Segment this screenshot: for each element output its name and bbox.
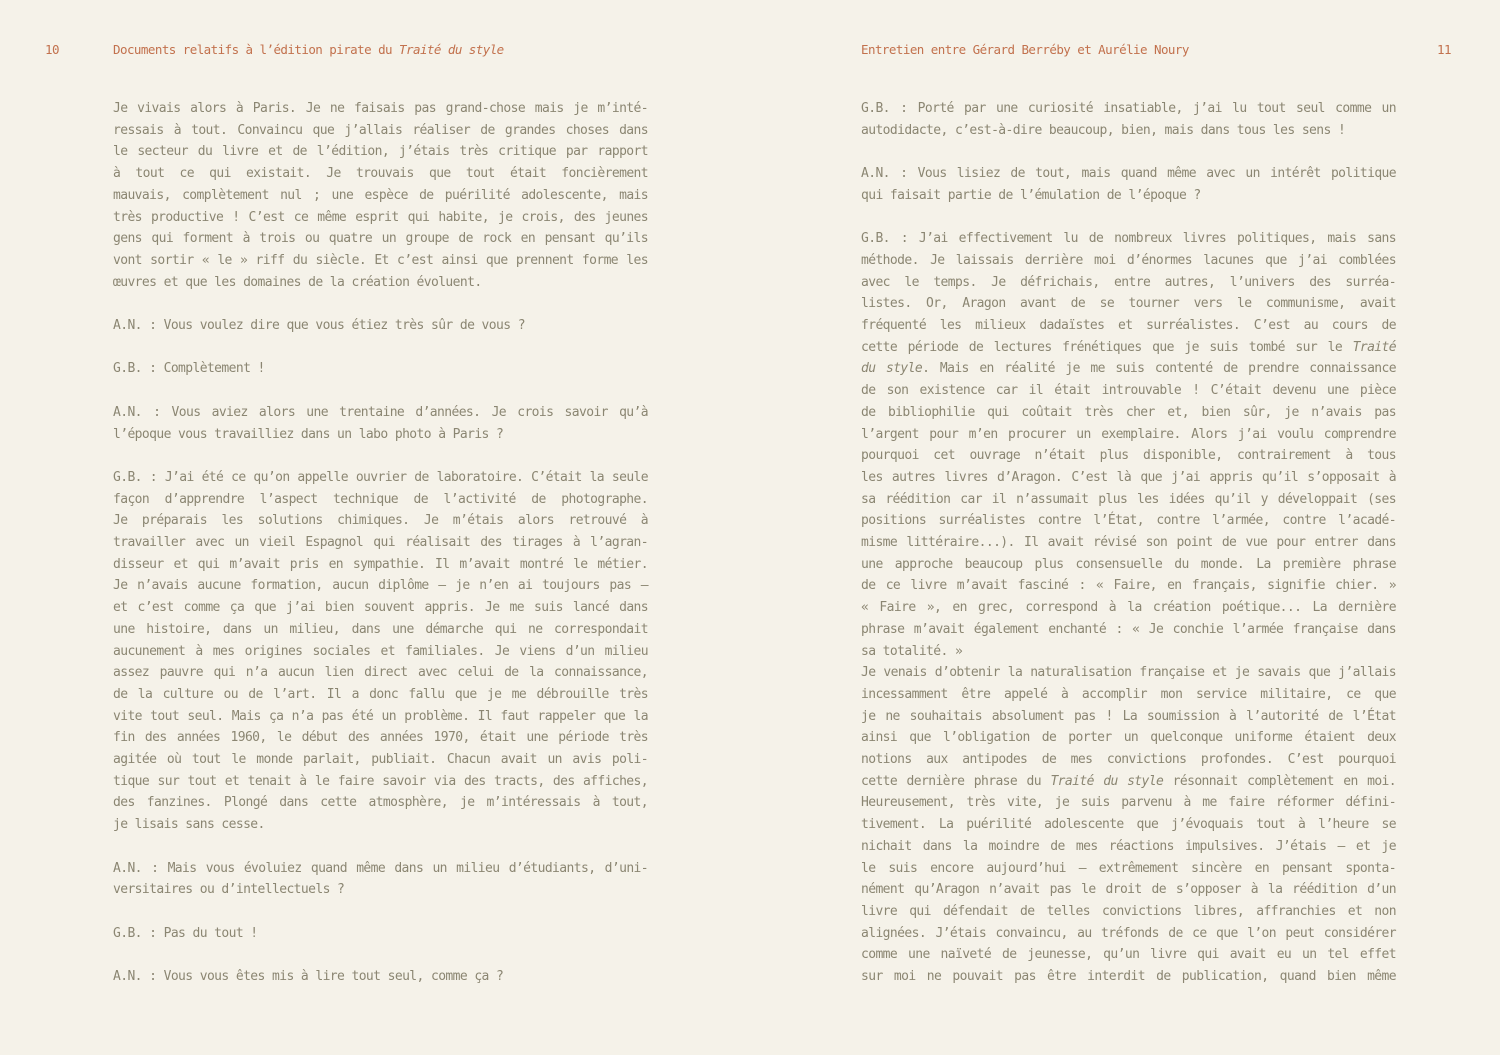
text-line: sa totalité. » [861, 643, 963, 659]
text-line: façon d’apprendre l’aspect technique de l’activité de photographe. [113, 491, 648, 507]
text-line: comme une naïveté de jeunesse, qu’un livre qui avait eu un tel effet [861, 947, 1396, 963]
text-line: A.N. : Vous vous êtes mis à lire tout seul, comme ça ? [113, 969, 504, 985]
page-number-left: 10 [45, 42, 59, 57]
text-line: de bibliophilie qui coûtait très cher et, bien sûr, je n’avais pas [861, 404, 1396, 420]
text-line: listes. Or, Aragon avant de se tourner vers le communisme, avait [861, 296, 1396, 312]
text-line: misme littéraire...). Il avait révisé son point de vue pour entrer dans [861, 535, 1396, 551]
text-line: phrase m’avait également enchanté : « Je conchie l’armée française dans [861, 621, 1396, 637]
paragraph [113, 923, 648, 945]
text-line: agitée où tout le monde parlait, publiait. Chacun avait un avis poli- [113, 752, 648, 768]
text-line: je lisais sans cesse. [113, 817, 265, 833]
text-line: G.B. : Porté par une curiosité insatiable, j’ai lu tout seul comme un [861, 101, 1396, 116]
text-line: disseur et qui m’avait pris en sympathie. Il m’avait montré le métier. [113, 556, 648, 572]
text-line: autodidacte, c’est-à-dire beaucoup, bien, mais dans tous les sens ! [861, 122, 1346, 138]
text-line: A.N. : Mais vous évoluiez quand même dans un milieu d’étudiants, d’uni- [113, 860, 648, 876]
text-line: versitaires ou d’intellectuels ? [113, 882, 345, 898]
text-line: Heureusement, très vite, je suis parvenu à me faire réformer défini- [861, 795, 1396, 811]
text-line: je ne souhaitais absolument pas ! La soumission à l’autorité de l’État [861, 708, 1396, 724]
text-line: aucunement à mes origines sociales et familiales. Je viens d’un milieu [113, 643, 648, 659]
text-line: alignées. J’étais convaincu, au tréfonds de ce que l’on peut considérer [861, 925, 1396, 941]
text-line: Je préparais les solutions chimiques. Je m’étais alors retrouvé à [113, 513, 648, 529]
paragraph [113, 402, 648, 445]
text-line: gens qui forment à trois ou quatre un groupe de rock en pensant qu’ils [113, 231, 648, 247]
text-line: G.B. : Complètement ! [113, 361, 265, 377]
text-line: tivement. La puérilité adolescente que j’évoquais tout à l’heure se [861, 817, 1396, 833]
text-line: des fanzines. Plongé dans cette atmosphère, je m’intéressais à tout, [113, 795, 648, 811]
text-line: l’argent pour m’en procurer un exemplaire. Alors j’ai voulu comprendre [861, 426, 1396, 442]
text-line: notions aux antipodes de mes convictions profondes. C’est pourquoi [861, 752, 1396, 768]
text-line: de ce livre m’avait fasciné : « Faire, en français, signifie chier. » [861, 578, 1396, 594]
text-line: l’époque vous travailliez dans un labo photo à Paris ? [113, 426, 504, 442]
text-line: Je n’avais aucune formation, aucun diplôme — je n’en ai toujours pas — [113, 578, 648, 594]
page-left-text-column [113, 98, 648, 988]
text-line: vite tout seul. Mais ça n’a pas été un problème. Il faut rappeler que la [113, 708, 648, 724]
running-header-left: Documents relatifs à l’édition pirate du Traité du style [113, 42, 504, 57]
text-line: œuvres et que les domaines de la création évoluent. [113, 274, 482, 290]
paragraph [113, 966, 648, 988]
text-line: G.B. : J’ai effectivement lu de nombreux livres politiques, mais sans [861, 231, 1396, 247]
text-line: ainsi que l’obligation de porter un quelconque uniforme étaient deux [861, 730, 1396, 746]
paragraph [861, 228, 1396, 662]
text-line: fréquenté les milieux dadaïstes et surréalistes. C’est au cours de [861, 318, 1396, 333]
text-line: les autres livres d’Aragon. C’est là que j’ai appris qu’il s’opposait à [861, 469, 1396, 485]
text-line: G.B. : Pas du tout ! [113, 925, 258, 941]
text-line: et c’est comme ça que j’ai bien souvent appris. Je me suis lancé dans [113, 600, 648, 616]
text-line: sur moi ne pouvait pas être interdit de publication, quand bien même [861, 969, 1396, 985]
running-header-right: Entretien entre Gérard Berréby et Aurélie Noury [861, 42, 1189, 57]
text-line: vont sortir « le » riff du siècle. Et c’est ainsi que prennent forme les [113, 252, 648, 268]
text-line: une approche beaucoup plus consensuelle du monde. La première phrase [861, 556, 1396, 572]
text-line: A.N. : Vous lisiez de tout, mais quand même avec un intérêt politique [861, 166, 1396, 182]
text-line: nément qu’Aragon n’avait pas le droit de s’opposer à la réédition d’un [861, 882, 1396, 898]
text-line: à tout ce qui existait. Je trouvais que tout était foncièrement [113, 166, 648, 182]
paragraph [113, 358, 648, 380]
text-line: fin des années 1960, le début des années 1970, était une période très [113, 730, 648, 746]
page-right-text-column [861, 98, 1396, 988]
text-line: très productive ! C’est ce même esprit qui habite, je crois, des jeunes [113, 209, 648, 225]
text-line: le suis encore aujourd’hui — extrêmement sincère en pensant sponta- [861, 860, 1396, 876]
text-line: de son existence car il était introuvable ! C’était devenu une pièce [861, 383, 1396, 399]
text-line: ressais à tout. Convaincu que j’allais réaliser de grandes choses dans [113, 122, 648, 138]
paragraph [113, 467, 648, 836]
paragraph [861, 163, 1396, 206]
text-line: pourquoi cet ouvrage n’était plus disponible, contrairement à tous [861, 448, 1396, 464]
text-line: « Faire », en grec, correspond à la création poétique... La dernière [861, 600, 1396, 616]
text-line: A.N. : Vous voulez dire que vous étiez très sûr de vous ? [113, 318, 525, 334]
text-line: cette dernière phrase du Traité du style résonnait complètement en moi. [861, 773, 1397, 789]
text-line: nichait dans la moindre de mes réactions impulsives. J’étais — et je [861, 838, 1396, 854]
text-line: G.B. : J’ai été ce qu’on appelle ouvrier de laboratoire. C’était la seule [113, 469, 648, 485]
text-line: positions surréalistes contre l’État, contre l’armée, contre l’acadé- [861, 513, 1396, 529]
text-line: avec le temps. Je défrichais, entre autres, l’univers des surréa- [861, 274, 1396, 290]
text-line: du style. Mais en réalité je me suis contenté de prendre connaissance [861, 361, 1396, 377]
text-line: assez pauvre qui n’a aucun lien direct avec celui de la connaissance, [113, 665, 648, 681]
text-line: mauvais, complètement nul ; une espèce de puérilité adolescente, mais [113, 187, 648, 203]
paragraph [861, 662, 1396, 988]
paragraph [113, 315, 648, 337]
text-line: Je venais d’obtenir la naturalisation française et je savais que j’allais [861, 665, 1396, 681]
text-line: le secteur du livre et de l’édition, j’étais très critique par rapport [113, 144, 648, 160]
text-line: qui faisait partie de l’émulation de l’époque ? [861, 187, 1201, 203]
text-line: de la culture ou de l’art. Il a donc fallu que je me débrouille très [113, 686, 648, 702]
text-line: travailler avec un vieil Espagnol qui réalisait des tirages à l’agran- [113, 535, 648, 550]
paragraph [113, 858, 648, 901]
paragraph [861, 98, 1396, 141]
text-line: tique sur tout et tenait à le faire savoir via des tracts, des affiches, [113, 773, 648, 789]
text-line: livre qui défendait de telles convictions libres, affranchies et non [861, 903, 1396, 919]
text-line: sa réédition car il n’assumait plus les idées qu’il y développait (ses [861, 491, 1396, 507]
text-line: cette période de lectures frénétiques que je suis tombé sur le Traité [861, 339, 1396, 355]
text-line: A.N. : Vous aviez alors une trentaine d’années. Je crois savoir qu’à [113, 404, 648, 420]
text-line: une histoire, dans un milieu, dans une démarche qui ne correspondait [113, 621, 648, 637]
page-number-right: 11 [1437, 42, 1451, 57]
text-line: méthode. Je laissais derrière moi d’énormes lacunes que j’ai comblées [861, 252, 1396, 268]
text-line: Je vivais alors à Paris. Je ne faisais pas grand-chose mais je m’inté- [113, 101, 648, 116]
text-line: incessamment être appelé à accomplir mon service militaire, ce que [861, 686, 1396, 702]
paragraph [113, 98, 648, 293]
